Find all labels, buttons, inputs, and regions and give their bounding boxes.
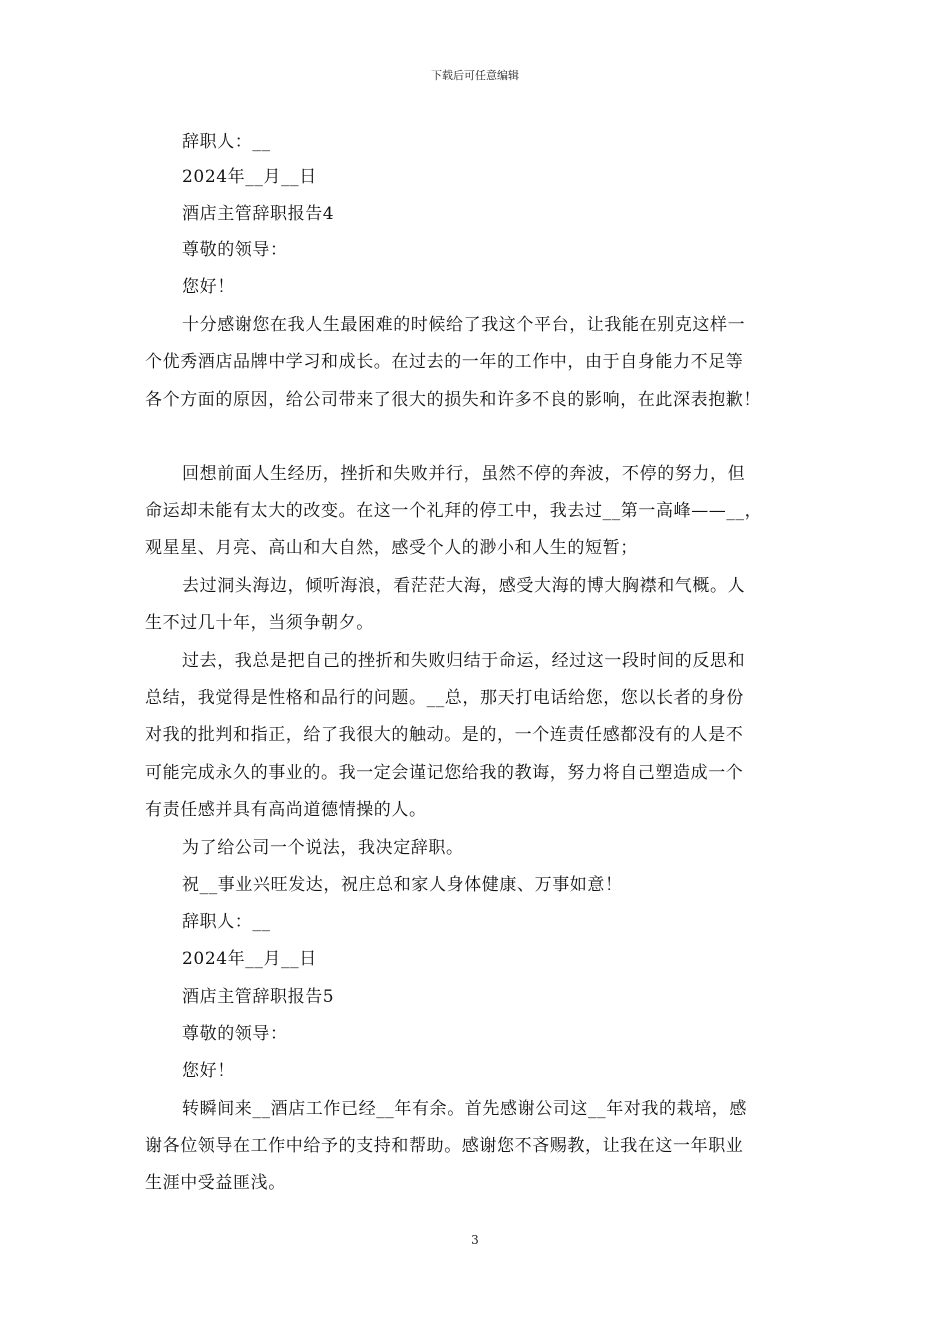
- paragraph-line: 生不过几十年，当须争朝夕。: [145, 613, 374, 633]
- paragraph-line: 为了给公司一个说法，我决定辞职。: [182, 838, 464, 858]
- paragraph-line: 十分感谢您在我人生最困难的时候给了我这个平台，让我能在别克这样一: [182, 315, 746, 335]
- section-title-4: 酒店主管辞职报告4: [182, 204, 335, 224]
- paragraph-line: 谢各位领导在工作中给予的支持和帮助。感谢您不吝赐教，让我在这一年职业: [145, 1136, 744, 1156]
- paragraph-line: 转瞬间来__酒店工作已经__年有余。首先感谢公司这__年对我的栽培，感: [182, 1099, 747, 1119]
- date-line: 2024年__月__日: [182, 949, 317, 969]
- paragraph-line: 可能完成永久的事业的。我一定会谨记您给我的教诲，努力将自己塑造成一个: [145, 763, 744, 783]
- resignee-signature-line: 辞职人：__: [182, 912, 271, 932]
- paragraph-line: 总结，我觉得是性格和品行的问题。__总，那天打电话给您，您以长者的身份: [145, 688, 744, 708]
- paragraph-line: 观星星、月亮、高山和大自然，感受个人的渺小和人生的短暂；: [145, 538, 638, 558]
- paragraph-line: 各个方面的原因，给公司带来了很大的损失和许多不良的影响，在此深表抱歉！: [145, 390, 761, 410]
- date-line: 2024年__月__日: [182, 167, 317, 187]
- paragraph-line: 对我的批判和指正，给了我很大的触动。是的，一个连责任感都没有的人是不: [145, 725, 744, 745]
- paragraph-line: 生涯中受益匪浅。: [145, 1173, 286, 1193]
- greeting: 您好！: [182, 1061, 235, 1081]
- paragraph-line: 命运却未能有太大的改变。在这一个礼拜的停工中，我去过__第一高峰——__，: [145, 501, 763, 521]
- salutation: 尊敬的领导：: [182, 240, 288, 260]
- paragraph-line: 回想前面人生经历，挫折和失败并行，虽然不停的奔波，不停的努力，但: [182, 464, 746, 484]
- paragraph-line: 祝__事业兴旺发达，祝庄总和家人身体健康、万事如意！: [182, 875, 623, 895]
- page-number: 3: [471, 1233, 479, 1247]
- paragraph-line: 个优秀酒店品牌中学习和成长。在过去的一年的工作中，由于自身能力不足等: [145, 352, 744, 372]
- page-header-note: 下载后可任意编辑: [431, 69, 519, 82]
- paragraph-line: 过去，我总是把自己的挫折和失败归结于命运，经过这一段时间的反思和: [182, 651, 746, 671]
- salutation: 尊敬的领导：: [182, 1024, 288, 1044]
- resignee-signature-line: 辞职人：__: [182, 132, 271, 152]
- paragraph-line: 去过洞头海边，倾听海浪，看茫茫大海，感受大海的博大胸襟和气概。人: [182, 576, 746, 596]
- paragraph-line: 有责任感并具有高尚道德情操的人。: [145, 800, 427, 820]
- greeting: 您好！: [182, 277, 235, 297]
- section-title-5: 酒店主管辞职报告5: [182, 987, 335, 1007]
